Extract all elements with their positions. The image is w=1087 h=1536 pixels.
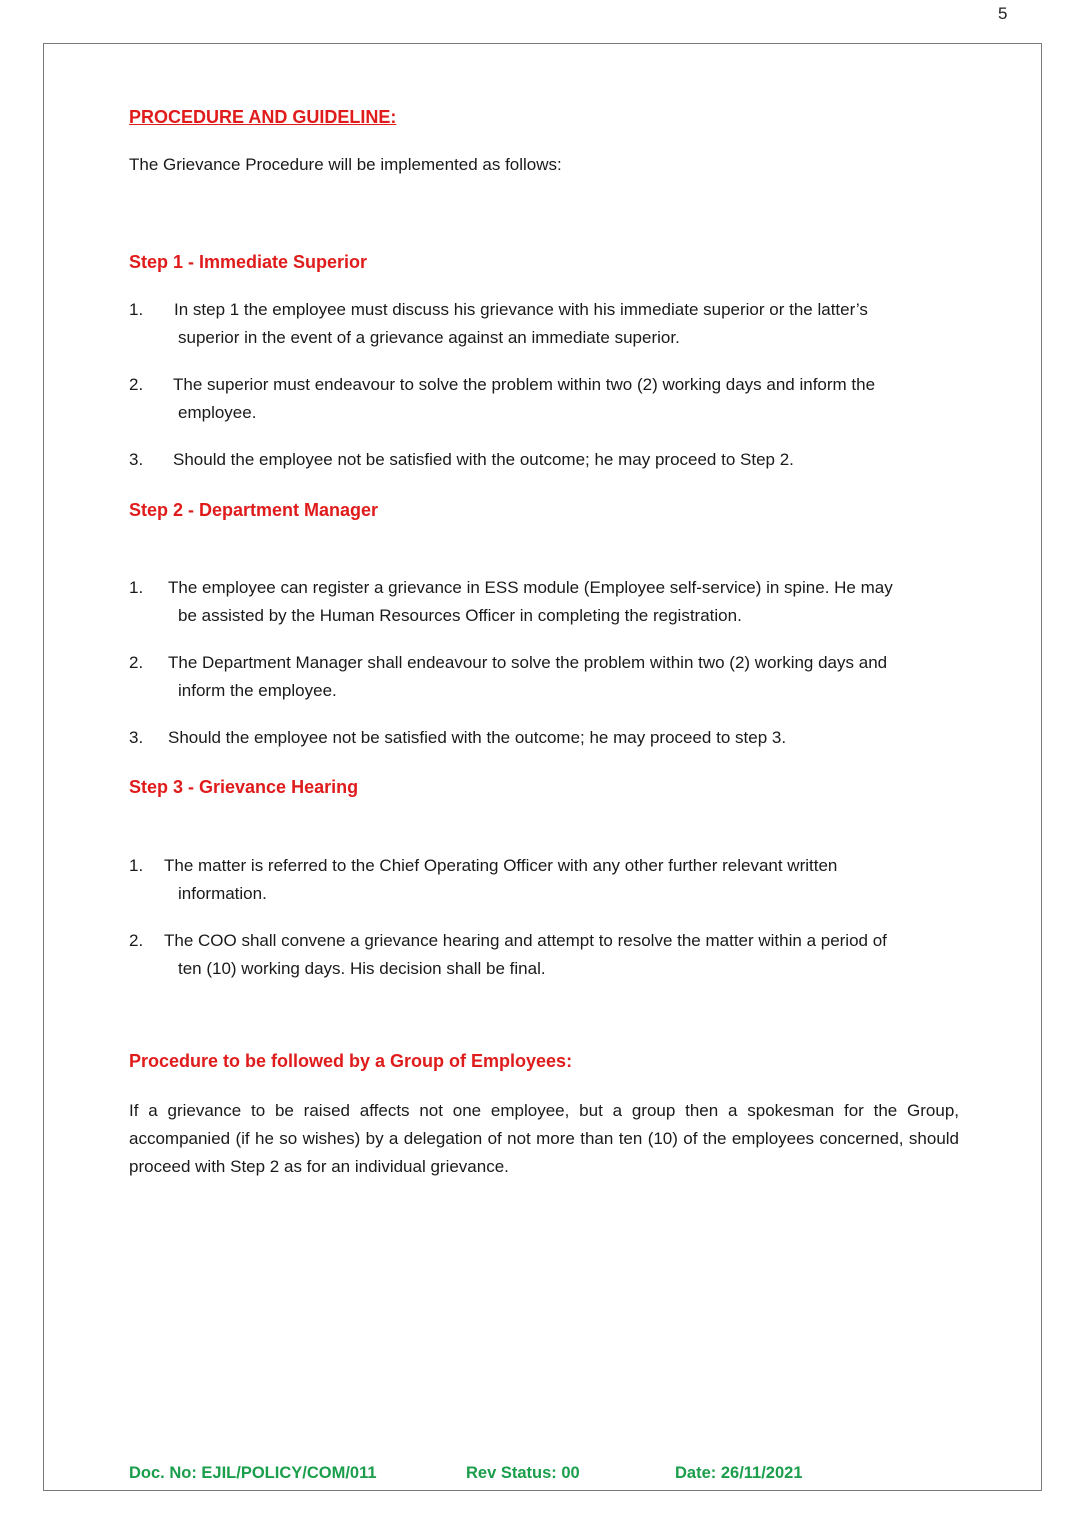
item-text: The Department Manager shall endeavour to solve the problem within two (2) working days and <box>168 653 888 672</box>
item-text-cont: inform the employee. <box>178 681 337 700</box>
list-item <box>129 296 969 352</box>
page-number: 5 <box>998 4 1008 23</box>
item-text-cont: superior in the event of a grievance against an immediate superior. <box>178 328 680 347</box>
step1-heading: Step 1 - Immediate Superior <box>129 252 368 272</box>
item-text: The employee can register a grievance in ESS module (Employee self-service) in spine. He may <box>168 578 893 597</box>
item-text: The superior must endeavour to solve the problem within two (2) working days and inform the <box>173 375 876 394</box>
item-text: Should the employee not be satisfied with the outcome; he may proceed to step 3. <box>168 728 787 747</box>
doc-date: Date: 26/11/2021 <box>675 1464 803 1482</box>
list-item <box>129 649 969 705</box>
list-item <box>129 852 969 908</box>
list-item <box>129 371 969 427</box>
item-number: 2. <box>129 653 144 672</box>
item-text: In step 1 the employee must discuss his grievance with his immediate superior or the latter’s <box>174 300 868 319</box>
item-text-cont: be assisted by the Human Resources Officer in completing the registration. <box>178 606 742 625</box>
item-number: 2. <box>129 931 144 950</box>
item-number: 1. <box>129 300 144 319</box>
step3-heading: Step 3 - Grievance Hearing <box>129 777 359 797</box>
intro-text: The Grievance Procedure will be implemented as follows: <box>129 155 562 174</box>
list-item <box>129 927 969 983</box>
step2-heading: Step 2 - Department Manager <box>129 500 379 520</box>
item-number: 3. <box>129 450 144 469</box>
list-item <box>129 574 969 630</box>
item-text: Should the employee not be satisfied with the outcome; he may proceed to Step 2. <box>173 450 794 469</box>
group-procedure-paragraph: If a grievance to be raised affects not one employee, but a group then a spokesman for the Group, accompanied (if he so wishes) by a delegation of not more than ten (10) of the employees concerned, should proceed with Step 2 as for an individual grievance. <box>129 1101 959 1176</box>
item-text-cont: ten (10) working days. His decision shall be final. <box>178 959 546 978</box>
group-procedure-heading: Procedure to be followed by a Group of Employees: <box>129 1051 573 1071</box>
list-item <box>129 446 969 474</box>
item-number: 1. <box>129 578 144 597</box>
rev-status: Rev Status: 00 <box>466 1464 580 1482</box>
item-number: 3. <box>129 728 144 747</box>
item-text: The COO shall convene a grievance hearing and attempt to resolve the matter within a period of <box>164 931 887 950</box>
item-text-cont: employee. <box>178 403 257 422</box>
list-item <box>129 724 969 752</box>
doc-number: Doc. No: EJIL/POLICY/COM/011 <box>129 1464 377 1482</box>
item-text-cont: information. <box>178 884 267 903</box>
item-number: 2. <box>129 375 144 394</box>
item-text: The matter is referred to the Chief Operating Officer with any other further relevant written <box>164 856 838 875</box>
page-title: PROCEDURE AND GUIDELINE: <box>129 107 397 127</box>
item-number: 1. <box>129 856 144 875</box>
